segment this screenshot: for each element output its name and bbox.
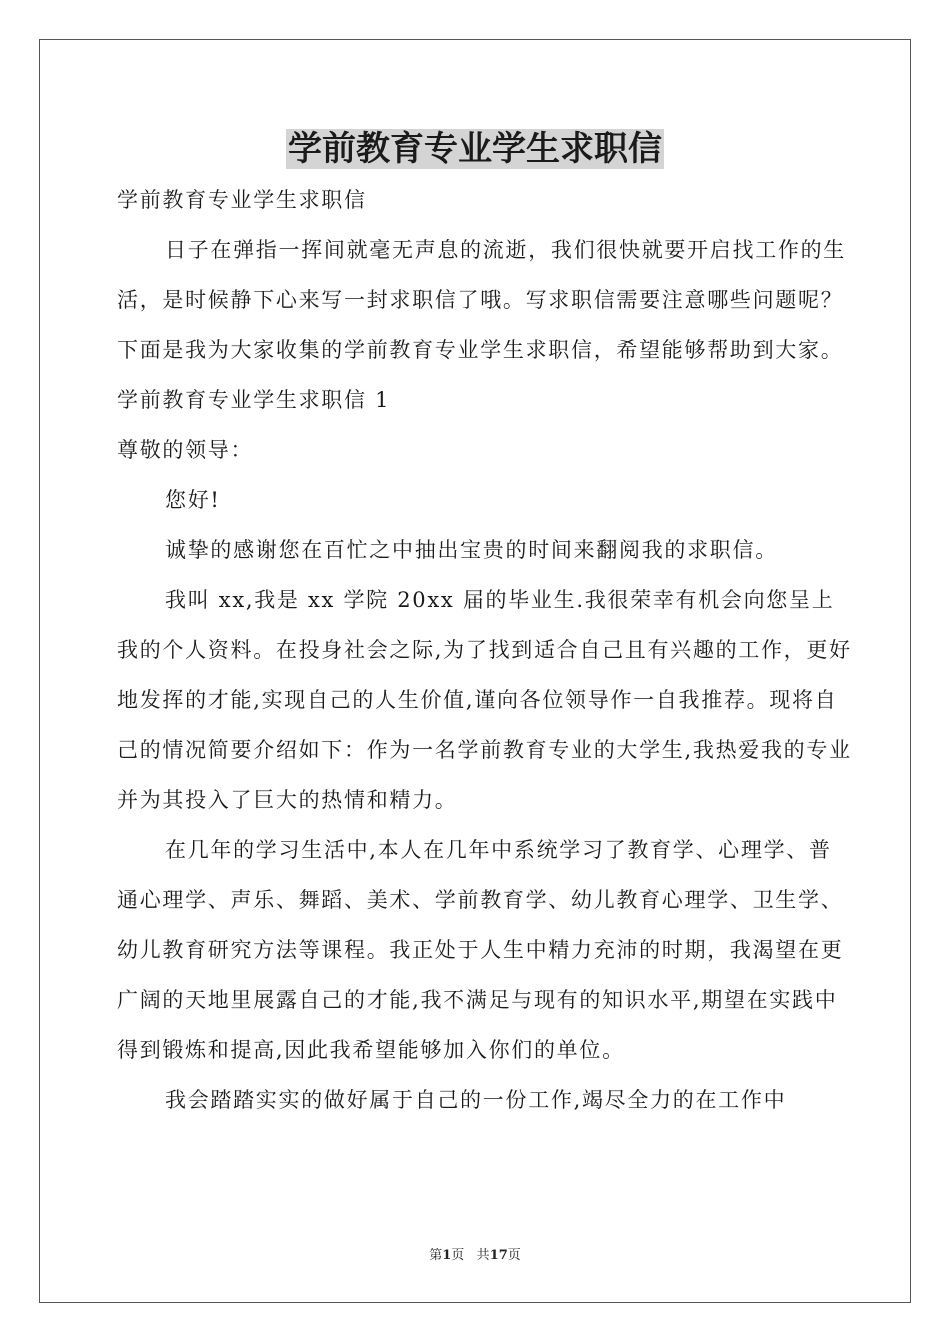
document-title-text: 学前教育专业学生求职信	[288, 129, 662, 169]
subtitle-paragraph: 学前教育专业学生求职信	[117, 188, 367, 212]
salutation: 尊敬的领导：	[117, 438, 254, 462]
body-paragraph: 我叫 xx,我是 xx 学院 20xx 届的毕业生.我很荣幸有机会向您呈上我的个人资料。在投身社会之际,为了找到适合自己且有兴趣的工作，更好地发挥的才能,实现自己的人生价值,谨向各位领导作一自我推荐。现将自己的情况简要介绍如下：作为一名学前教育专业的大学生,我热爱我的专业并为其投入了巨大的热情和精力。	[117, 588, 852, 812]
intro-paragraph: 日子在弹指一挥间就毫无声息的流逝，我们很快就要开启找工作的生活，是时候静下心来写一封求职信了哦。写求职信需要注意哪些问题呢？下面是我为大家收集的学前教育专业学生求职信，希望能够帮助到大家。	[117, 238, 846, 362]
body-paragraph: 诚挚的感谢您在百忙之中抽出宝贵的时间来翻阅我的求职信。	[165, 538, 778, 562]
total-label-suffix: 页	[507, 1248, 521, 1263]
greeting: 您好!	[165, 488, 221, 512]
document-title	[0, 125, 950, 173]
body-paragraph: 在几年的学习生活中,本人在几年中系统学习了教育学、心理学、普通心理学、声乐、舞蹈、美术、学前教育学、幼儿教育心理学、卫生学、幼儿教育研究方法等课程。我正处于人生中精力充沛的时期，我渴望在更广阔的天地里展露自己的才能,我不满足与现有的知识水平,期望在实践中得到锻炼和提高,因此我希望能够加入你们的单位。	[117, 838, 844, 1062]
body-paragraph: 我会踏踏实实的做好属于自己的一份工作,竭尽全力的在工作中	[165, 1088, 787, 1112]
total-label-prefix: 共	[476, 1248, 490, 1263]
page-number: 1	[442, 1248, 452, 1263]
document-body	[117, 175, 852, 1125]
page-footer	[0, 1247, 950, 1265]
page-label-suffix: 页	[451, 1248, 465, 1263]
page-label-prefix: 第	[429, 1248, 443, 1263]
total-pages: 17	[489, 1248, 508, 1263]
section-heading: 学前教育专业学生求职信 1	[117, 388, 391, 412]
